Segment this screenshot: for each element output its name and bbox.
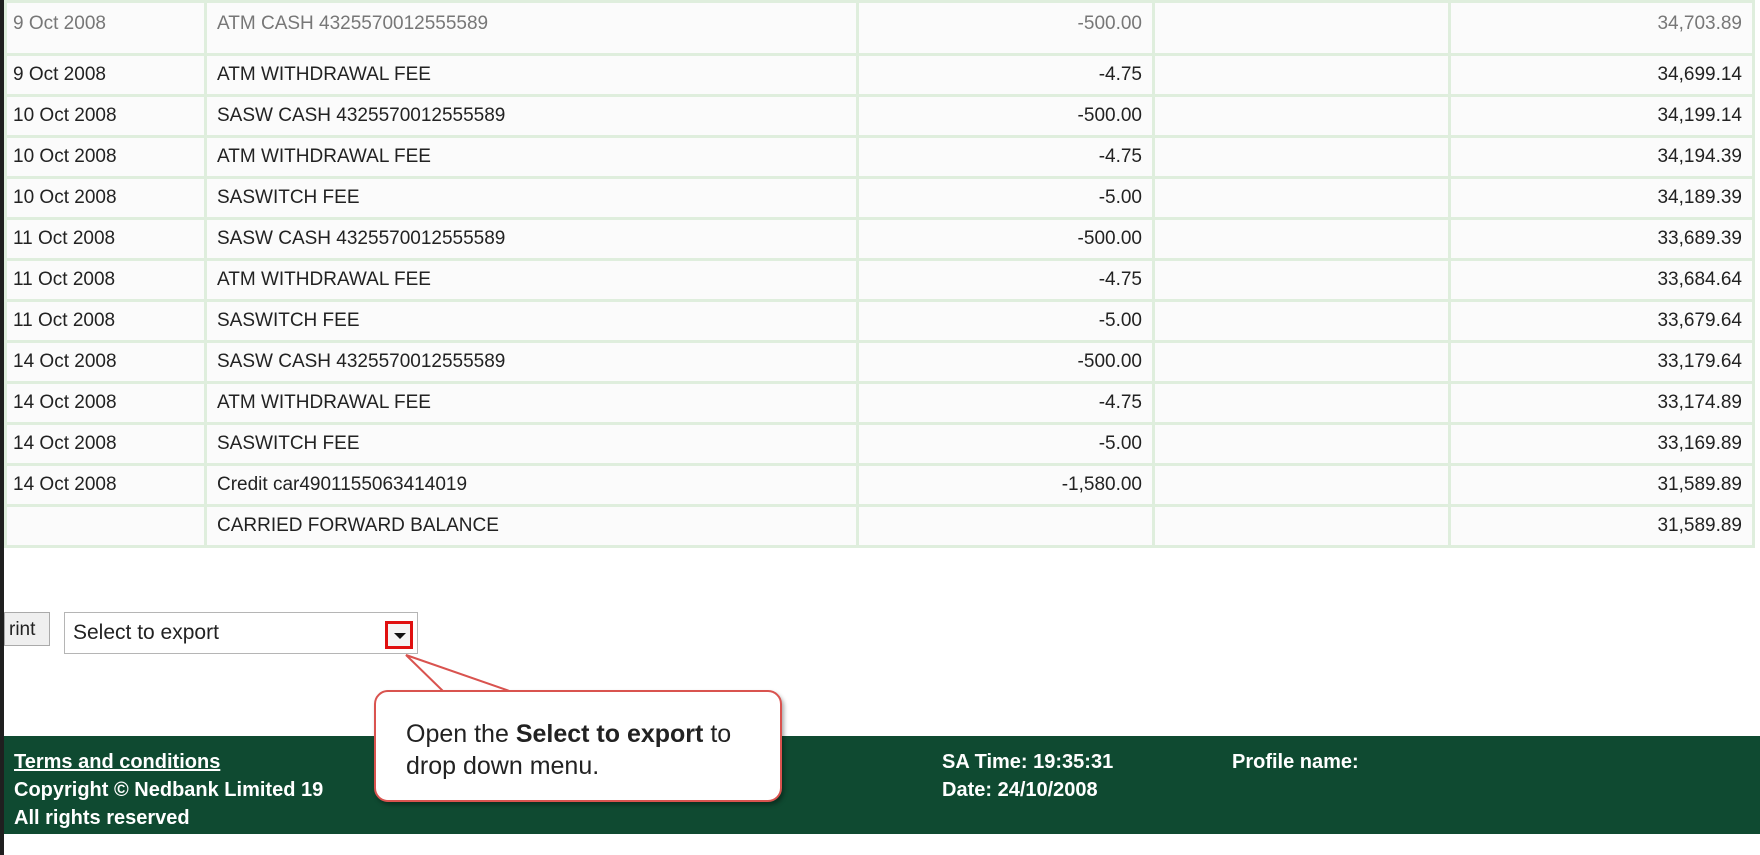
callout-text-after: to drop down menu.	[406, 720, 732, 780]
cell-description: SASWITCH FEE	[206, 424, 858, 465]
cell-balance: 34,189.39	[1450, 178, 1754, 219]
table-row	[6, 219, 1754, 260]
sa-time: SA Time: 19:35:31	[942, 751, 1114, 773]
cell-balance: 31,589.89	[1450, 506, 1754, 547]
cell-credit	[1154, 383, 1450, 424]
callout-tooltip	[374, 690, 782, 802]
cell-balance: 33,179.64	[1450, 342, 1754, 383]
cell-description: ATM CASH 4325570012555589	[206, 2, 858, 55]
cell-credit	[1154, 424, 1450, 465]
transactions-body	[6, 2, 1754, 547]
cell-date: 10 Oct 2008	[6, 96, 206, 137]
cell-amount: -500.00	[858, 219, 1154, 260]
cell-date: 14 Oct 2008	[6, 383, 206, 424]
footer-date: Date: 24/10/2008	[942, 779, 1098, 801]
cell-credit	[1154, 55, 1450, 96]
cell-description: SASWITCH FEE	[206, 178, 858, 219]
footer-left	[14, 748, 323, 832]
cell-credit	[1154, 178, 1450, 219]
cell-amount: -4.75	[858, 383, 1154, 424]
terms-link[interactable]: Terms and conditions	[14, 751, 221, 773]
footer-time	[942, 748, 1113, 804]
cell-description: CARRIED FORWARD BALANCE	[206, 506, 858, 547]
cell-amount: -4.75	[858, 137, 1154, 178]
cell-credit	[1154, 260, 1450, 301]
table-row	[6, 383, 1754, 424]
cell-amount	[858, 506, 1154, 547]
copyright-text: Copyright © Nedbank Limited 19	[14, 779, 324, 801]
cell-date: 11 Oct 2008	[6, 301, 206, 342]
table-row	[6, 301, 1754, 342]
cell-balance: 34,199.14	[1450, 96, 1754, 137]
cell-balance: 33,689.39	[1450, 219, 1754, 260]
cell-balance: 33,174.89	[1450, 383, 1754, 424]
rights-text: All rights reserved	[14, 807, 190, 829]
table-row	[6, 2, 1754, 55]
cell-description: ATM WITHDRAWAL FEE	[206, 260, 858, 301]
cell-credit	[1154, 96, 1450, 137]
cell-amount: -4.75	[858, 260, 1154, 301]
cell-date: 10 Oct 2008	[6, 178, 206, 219]
cell-amount: -5.00	[858, 301, 1154, 342]
cell-credit	[1154, 301, 1450, 342]
cell-balance: 33,684.64	[1450, 260, 1754, 301]
cell-description: ATM WITHDRAWAL FEE	[206, 383, 858, 424]
cell-balance: 33,169.89	[1450, 424, 1754, 465]
cell-credit	[1154, 342, 1450, 383]
table-row	[6, 506, 1754, 547]
cell-balance: 34,194.39	[1450, 137, 1754, 178]
cell-balance: 34,703.89	[1450, 2, 1754, 55]
table-row	[6, 55, 1754, 96]
window-frame-left	[0, 0, 4, 855]
cell-date: 10 Oct 2008	[6, 137, 206, 178]
cell-amount: -500.00	[858, 342, 1154, 383]
export-select-value: Select to export	[73, 621, 219, 644]
cell-date: 11 Oct 2008	[6, 219, 206, 260]
table-row	[6, 178, 1754, 219]
cell-date: 14 Oct 2008	[6, 465, 206, 506]
cell-date: 14 Oct 2008	[6, 342, 206, 383]
table-row	[6, 260, 1754, 301]
table-row	[6, 465, 1754, 506]
cell-description: SASW CASH 4325570012555589	[206, 342, 858, 383]
cell-description: ATM WITHDRAWAL FEE	[206, 55, 858, 96]
cell-description: ATM WITHDRAWAL FEE	[206, 137, 858, 178]
cell-credit	[1154, 506, 1450, 547]
cell-date: 9 Oct 2008	[6, 2, 206, 55]
chevron-down-icon[interactable]	[385, 621, 413, 649]
cell-date: 14 Oct 2008	[6, 424, 206, 465]
export-select[interactable]	[64, 612, 418, 654]
callout-text-bold: Select to export	[515, 720, 704, 748]
table-row	[6, 96, 1754, 137]
cell-date: 11 Oct 2008	[6, 260, 206, 301]
cell-credit	[1154, 465, 1450, 506]
cell-amount: -500.00	[858, 96, 1154, 137]
cell-date	[6, 506, 206, 547]
cell-credit	[1154, 137, 1450, 178]
cell-amount: -500.00	[858, 2, 1154, 55]
cell-amount: -1,580.00	[858, 465, 1154, 506]
cell-date: 9 Oct 2008	[6, 55, 206, 96]
cell-credit	[1154, 2, 1450, 55]
cell-amount: -5.00	[858, 424, 1154, 465]
footer	[4, 736, 1760, 834]
cell-balance: 33,679.64	[1450, 301, 1754, 342]
table-row	[6, 424, 1754, 465]
table-row	[6, 342, 1754, 383]
cell-description: SASW CASH 4325570012555589	[206, 219, 858, 260]
print-button[interactable]: rint	[4, 612, 50, 646]
cell-amount: -4.75	[858, 55, 1154, 96]
cell-balance: 34,699.14	[1450, 55, 1754, 96]
profile-name: Profile name:	[1232, 751, 1359, 773]
cell-description: Credit car4901155063414019	[206, 465, 858, 506]
cell-amount: -5.00	[858, 178, 1154, 219]
cell-balance: 31,589.89	[1450, 465, 1754, 506]
callout-text-before: Open the	[406, 720, 516, 748]
cell-description: SASW CASH 4325570012555589	[206, 96, 858, 137]
cell-credit	[1154, 219, 1450, 260]
transactions-table	[4, 0, 1755, 548]
cell-description: SASWITCH FEE	[206, 301, 858, 342]
table-row	[6, 137, 1754, 178]
